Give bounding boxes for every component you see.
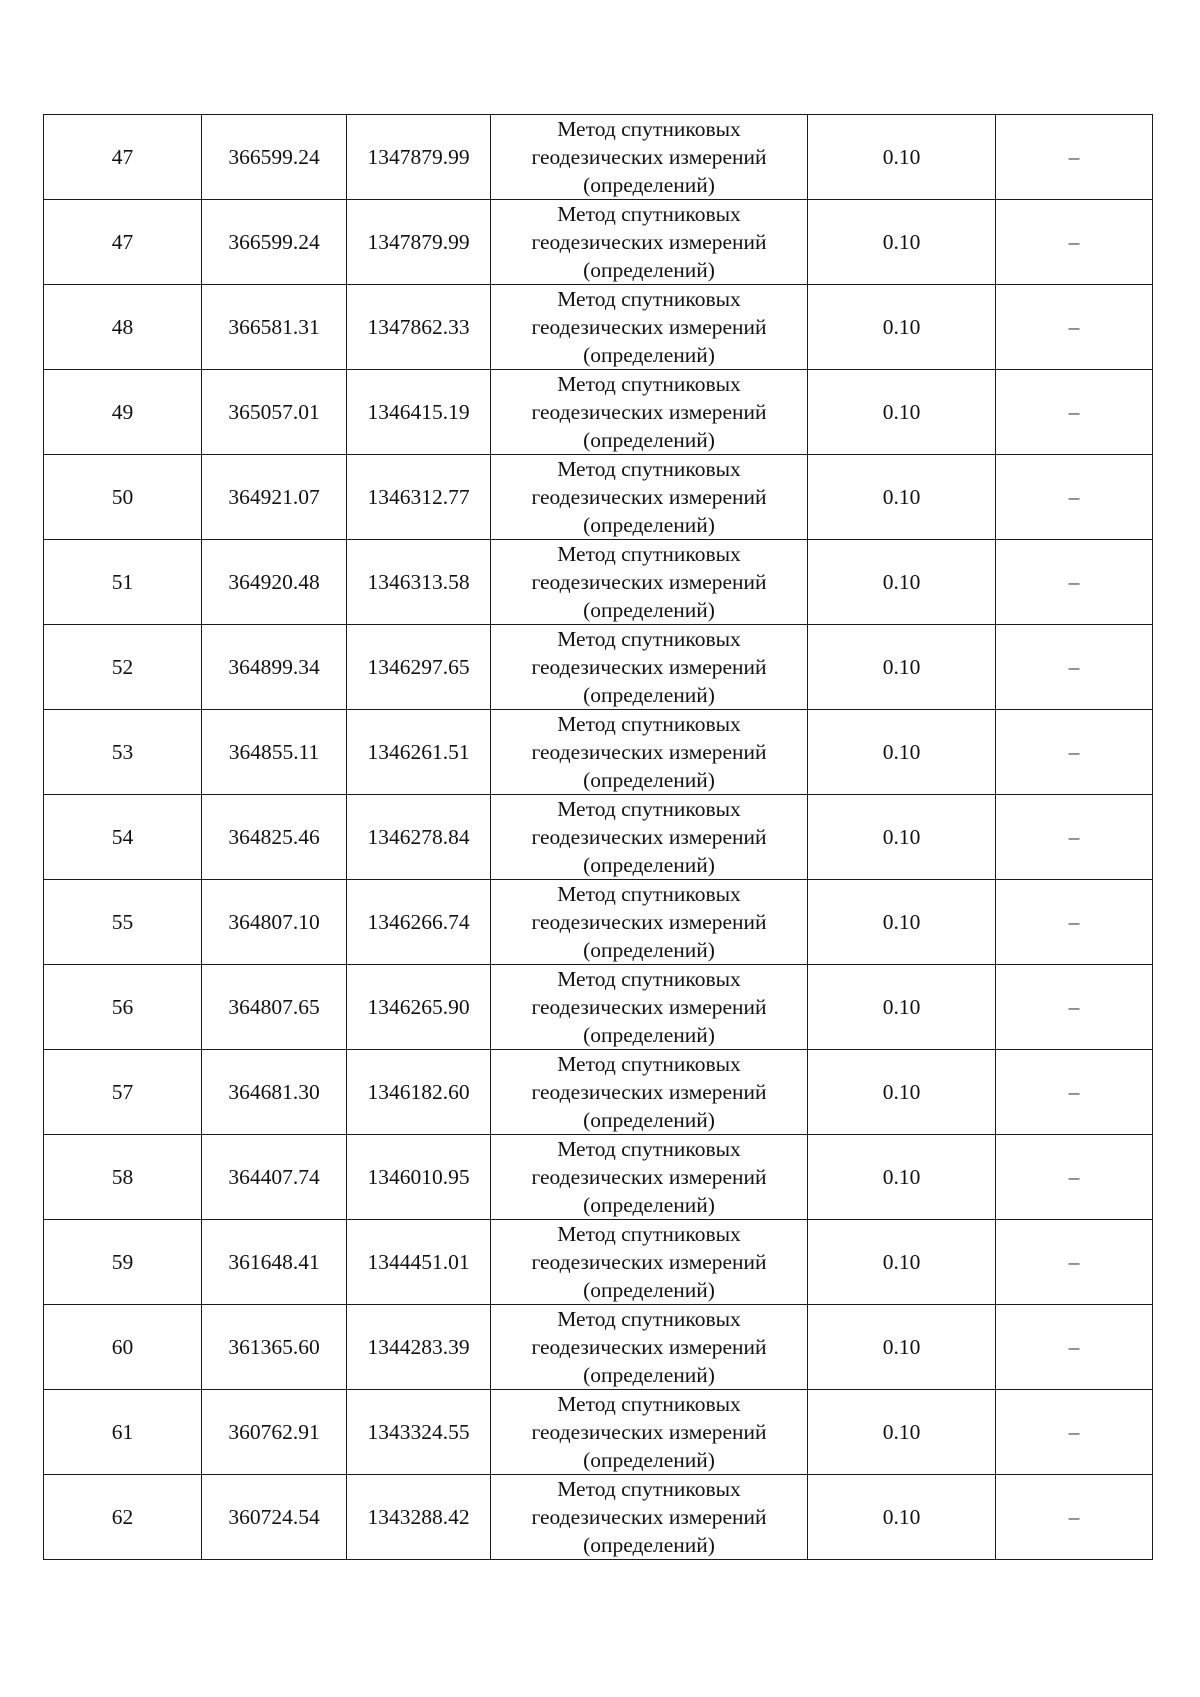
method-cell xyxy=(491,370,808,455)
note-cell: – xyxy=(996,1475,1153,1560)
table-row xyxy=(44,1050,1153,1135)
method-cell xyxy=(491,710,808,795)
table-row xyxy=(44,710,1153,795)
note-cell: – xyxy=(996,625,1153,710)
note-cell: – xyxy=(996,880,1153,965)
table-row xyxy=(44,965,1153,1050)
method-line: Метод спутниковых xyxy=(557,1052,741,1076)
note-cell: – xyxy=(996,285,1153,370)
table-row xyxy=(44,625,1153,710)
method-line: (определений) xyxy=(583,1448,715,1472)
method-line: геодезических измерений xyxy=(531,1250,767,1274)
coordinate-y-cell: 1346278.84 xyxy=(347,795,491,880)
method-line: (определений) xyxy=(583,258,715,282)
point-number-cell: 50 xyxy=(44,455,202,540)
note-cell: – xyxy=(996,115,1153,200)
method-line: геодезических измерений xyxy=(531,825,767,849)
note-cell: – xyxy=(996,540,1153,625)
accuracy-cell: 0.10 xyxy=(808,1475,996,1560)
method-line: (определений) xyxy=(583,853,715,877)
coordinate-y-cell: 1347879.99 xyxy=(347,200,491,285)
point-number-cell: 47 xyxy=(44,200,202,285)
method-line: (определений) xyxy=(583,1193,715,1217)
table-row xyxy=(44,1390,1153,1475)
point-number-cell: 61 xyxy=(44,1390,202,1475)
accuracy-cell: 0.10 xyxy=(808,880,996,965)
method-line: Метод спутниковых xyxy=(557,1477,741,1501)
coordinate-x-cell: 364825.46 xyxy=(202,795,347,880)
table-row xyxy=(44,115,1153,200)
method-cell xyxy=(491,880,808,965)
method-line: геодезических измерений xyxy=(531,1165,767,1189)
method-line: геодезических измерений xyxy=(531,655,767,679)
note-cell: – xyxy=(996,1305,1153,1390)
method-line: (определений) xyxy=(583,598,715,622)
coordinate-y-cell: 1343288.42 xyxy=(347,1475,491,1560)
table-row xyxy=(44,200,1153,285)
method-line: (определений) xyxy=(583,938,715,962)
accuracy-cell: 0.10 xyxy=(808,1135,996,1220)
method-cell xyxy=(491,455,808,540)
point-number-cell: 54 xyxy=(44,795,202,880)
point-number-cell: 56 xyxy=(44,965,202,1050)
method-line: геодезических измерений xyxy=(531,315,767,339)
accuracy-cell: 0.10 xyxy=(808,625,996,710)
coordinate-x-cell: 361365.60 xyxy=(202,1305,347,1390)
point-number-cell: 47 xyxy=(44,115,202,200)
method-line: геодезических измерений xyxy=(531,570,767,594)
coordinate-x-cell: 360762.91 xyxy=(202,1390,347,1475)
point-number-cell: 60 xyxy=(44,1305,202,1390)
method-line: геодезических измерений xyxy=(531,740,767,764)
method-line: (определений) xyxy=(583,1533,715,1557)
method-line: Метод спутниковых xyxy=(557,287,741,311)
method-cell xyxy=(491,1475,808,1560)
method-line: геодезических измерений xyxy=(531,1420,767,1444)
accuracy-cell: 0.10 xyxy=(808,1390,996,1475)
point-number-cell: 62 xyxy=(44,1475,202,1560)
coordinates-table xyxy=(43,114,1153,1560)
method-line: Метод спутниковых xyxy=(557,1222,741,1246)
table-row xyxy=(44,370,1153,455)
coordinate-x-cell: 364920.48 xyxy=(202,540,347,625)
note-cell: – xyxy=(996,1135,1153,1220)
note-cell: – xyxy=(996,1390,1153,1475)
note-cell: – xyxy=(996,455,1153,540)
table-row xyxy=(44,285,1153,370)
method-line: (определений) xyxy=(583,768,715,792)
method-line: Метод спутниковых xyxy=(557,1392,741,1416)
method-line: Метод спутниковых xyxy=(557,1307,741,1331)
point-number-cell: 55 xyxy=(44,880,202,965)
method-line: геодезических измерений xyxy=(531,1335,767,1359)
method-cell xyxy=(491,795,808,880)
point-number-cell: 48 xyxy=(44,285,202,370)
method-line: геодезических измерений xyxy=(531,145,767,169)
coordinate-y-cell: 1343324.55 xyxy=(347,1390,491,1475)
method-line: Метод спутниковых xyxy=(557,797,741,821)
accuracy-cell: 0.10 xyxy=(808,710,996,795)
coordinate-y-cell: 1346182.60 xyxy=(347,1050,491,1135)
method-line: (определений) xyxy=(583,1363,715,1387)
method-line: геодезических измерений xyxy=(531,400,767,424)
accuracy-cell: 0.10 xyxy=(808,115,996,200)
method-cell xyxy=(491,1135,808,1220)
coordinate-x-cell: 364407.74 xyxy=(202,1135,347,1220)
coordinate-y-cell: 1346313.58 xyxy=(347,540,491,625)
coordinate-y-cell: 1346415.19 xyxy=(347,370,491,455)
table-row xyxy=(44,540,1153,625)
method-line: геодезических измерений xyxy=(531,1080,767,1104)
method-cell xyxy=(491,115,808,200)
method-line: геодезических измерений xyxy=(531,995,767,1019)
method-line: (определений) xyxy=(583,343,715,367)
table-row xyxy=(44,880,1153,965)
coordinate-x-cell: 360724.54 xyxy=(202,1475,347,1560)
method-line: (определений) xyxy=(583,428,715,452)
coordinate-y-cell: 1347862.33 xyxy=(347,285,491,370)
point-number-cell: 59 xyxy=(44,1220,202,1305)
method-cell xyxy=(491,965,808,1050)
point-number-cell: 57 xyxy=(44,1050,202,1135)
method-line: (определений) xyxy=(583,1108,715,1132)
method-line: Метод спутниковых xyxy=(557,372,741,396)
coordinate-x-cell: 366581.31 xyxy=(202,285,347,370)
coordinate-y-cell: 1347879.99 xyxy=(347,115,491,200)
note-cell: – xyxy=(996,200,1153,285)
method-cell xyxy=(491,625,808,710)
coordinate-y-cell: 1346266.74 xyxy=(347,880,491,965)
accuracy-cell: 0.10 xyxy=(808,965,996,1050)
method-line: геодезических измерений xyxy=(531,230,767,254)
coordinate-x-cell: 365057.01 xyxy=(202,370,347,455)
point-number-cell: 52 xyxy=(44,625,202,710)
note-cell: – xyxy=(996,965,1153,1050)
coordinate-x-cell: 364855.11 xyxy=(202,710,347,795)
coordinate-x-cell: 364681.30 xyxy=(202,1050,347,1135)
point-number-cell: 49 xyxy=(44,370,202,455)
method-line: геодезических измерений xyxy=(531,485,767,509)
method-line: Метод спутниковых xyxy=(557,882,741,906)
method-cell xyxy=(491,1050,808,1135)
coordinate-y-cell: 1344451.01 xyxy=(347,1220,491,1305)
method-line: Метод спутниковых xyxy=(557,627,741,651)
note-cell: – xyxy=(996,370,1153,455)
coordinates-table-body xyxy=(44,115,1153,1560)
table-row xyxy=(44,795,1153,880)
accuracy-cell: 0.10 xyxy=(808,1220,996,1305)
method-line: Метод спутниковых xyxy=(557,712,741,736)
accuracy-cell: 0.10 xyxy=(808,1050,996,1135)
accuracy-cell: 0.10 xyxy=(808,1305,996,1390)
table-row xyxy=(44,1135,1153,1220)
method-cell xyxy=(491,285,808,370)
note-cell: – xyxy=(996,1220,1153,1305)
note-cell: – xyxy=(996,710,1153,795)
accuracy-cell: 0.10 xyxy=(808,455,996,540)
table-row xyxy=(44,455,1153,540)
coordinate-y-cell: 1346312.77 xyxy=(347,455,491,540)
method-line: Метод спутниковых xyxy=(557,967,741,991)
method-cell xyxy=(491,1305,808,1390)
coordinate-y-cell: 1346010.95 xyxy=(347,1135,491,1220)
method-cell xyxy=(491,1390,808,1475)
method-cell xyxy=(491,200,808,285)
method-line: Метод спутниковых xyxy=(557,1137,741,1161)
method-line: (определений) xyxy=(583,513,715,537)
method-line: (определений) xyxy=(583,1023,715,1047)
coordinate-x-cell: 364921.07 xyxy=(202,455,347,540)
note-cell: – xyxy=(996,795,1153,880)
table-row xyxy=(44,1220,1153,1305)
point-number-cell: 53 xyxy=(44,710,202,795)
method-line: Метод спутниковых xyxy=(557,117,741,141)
method-line: геодезических измерений xyxy=(531,910,767,934)
coordinate-y-cell: 1346261.51 xyxy=(347,710,491,795)
point-number-cell: 51 xyxy=(44,540,202,625)
coordinate-x-cell: 361648.41 xyxy=(202,1220,347,1305)
method-line: (определений) xyxy=(583,1278,715,1302)
method-line: Метод спутниковых xyxy=(557,457,741,481)
coordinate-x-cell: 364807.10 xyxy=(202,880,347,965)
coordinate-x-cell: 366599.24 xyxy=(202,115,347,200)
method-line: геодезических измерений xyxy=(531,1505,767,1529)
coordinate-x-cell: 364899.34 xyxy=(202,625,347,710)
method-cell xyxy=(491,1220,808,1305)
coordinate-x-cell: 364807.65 xyxy=(202,965,347,1050)
accuracy-cell: 0.10 xyxy=(808,200,996,285)
coordinate-x-cell: 366599.24 xyxy=(202,200,347,285)
method-cell xyxy=(491,540,808,625)
method-line: (определений) xyxy=(583,683,715,707)
accuracy-cell: 0.10 xyxy=(808,370,996,455)
method-line: (определений) xyxy=(583,173,715,197)
accuracy-cell: 0.10 xyxy=(808,795,996,880)
table-row xyxy=(44,1305,1153,1390)
coordinate-y-cell: 1344283.39 xyxy=(347,1305,491,1390)
point-number-cell: 58 xyxy=(44,1135,202,1220)
coordinate-y-cell: 1346265.90 xyxy=(347,965,491,1050)
method-line: Метод спутниковых xyxy=(557,202,741,226)
accuracy-cell: 0.10 xyxy=(808,540,996,625)
method-line: Метод спутниковых xyxy=(557,542,741,566)
accuracy-cell: 0.10 xyxy=(808,285,996,370)
note-cell: – xyxy=(996,1050,1153,1135)
coordinate-y-cell: 1346297.65 xyxy=(347,625,491,710)
table-row xyxy=(44,1475,1153,1560)
